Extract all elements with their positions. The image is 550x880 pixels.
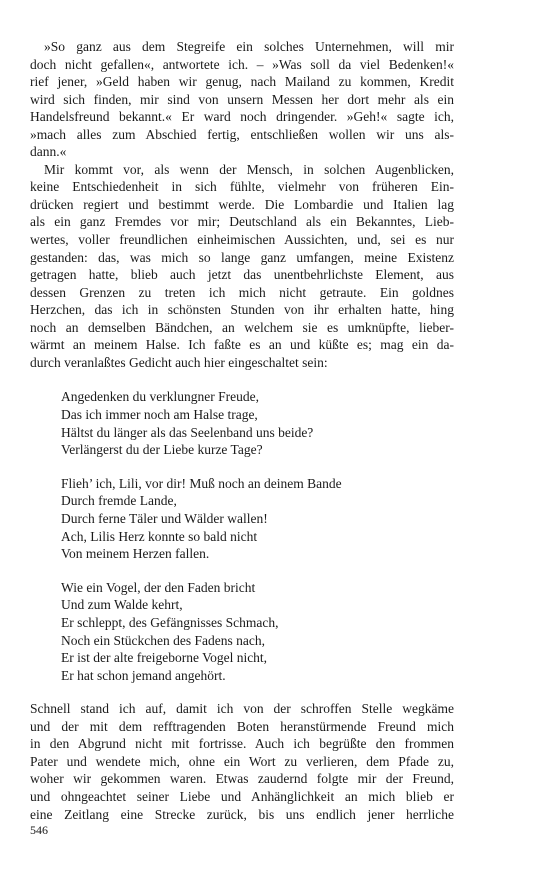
- poem-line: Verlängerst du der Liebe kurze Tage?: [61, 442, 263, 458]
- paragraph-dialogue: [30, 38, 454, 161]
- text-line: gestanden: das, was mich so lange ganz umfangen, meine Existenz: [30, 249, 454, 265]
- text-line: drücken regiert und bestimmt werde. Die Lombardie und Italien lag: [30, 196, 454, 212]
- text-line: wertes, voller freundlichen einheimischen Aussichten, und, sei es nur: [30, 232, 454, 248]
- poem-stanza: [61, 579, 454, 685]
- text-line: in den Abgrund nicht mit fortrisse. Auch ich begrüßte den frommen: [30, 736, 454, 752]
- text-line: Schnell stand ich auf, damit ich von der schroffen Stelle wegkäme: [30, 701, 454, 717]
- text-line: Handelsfreund bekannt.« Er ward noch dringender. »Geh!« sagte ich,: [30, 109, 454, 125]
- text-line: getragen hatte, blieb auch jetzt das unentbehrlichste Element, aus: [30, 267, 454, 283]
- text-line: und ohngeachtet seiner Liebe und Anhänglichkeit an mich blieb er: [30, 789, 454, 805]
- text-line: Pater und wendete mich, ohne ein Wort zu verlieren, dem Pfade zu,: [30, 753, 454, 769]
- text-line: »mach alles zum Abschied fertig, entschließen wollen wir uns als-: [30, 126, 454, 142]
- poem-line: Das ich immer noch am Halse trage,: [61, 406, 258, 422]
- poem-line: Von meinem Herzen fallen.: [61, 546, 210, 562]
- text-line: wird sich finden, mir sind von unsern Messen her dort mehr als ein: [30, 91, 454, 107]
- poem-stanza: [61, 475, 454, 563]
- text-line: wärmt an meinem Halse. Ich faßte es an und küßte es; mag ein da-: [30, 337, 454, 353]
- text-line: eine Zeitlang eine Strecke zurück, bis uns endlich jener herrliche: [30, 806, 454, 822]
- page-number: 546: [30, 823, 48, 837]
- text-line: dann.«: [30, 144, 67, 160]
- poem-line: Noch ein Stückchen des Fadens nach,: [61, 632, 265, 648]
- text-line: und der mit dem refftragenden Boten heranstürmende Freund mich: [30, 718, 454, 734]
- paragraph-departure: [30, 700, 454, 823]
- poem-line: Ach, Lilis Herz konnte so bald nicht: [61, 528, 258, 544]
- text-line: Mir kommt vor, als wenn der Mensch, in solchen Augenblicken,: [44, 161, 454, 177]
- text-line: als ein ganz Fremdes vor mir; Deutschland als ein Bekanntes, Lieb-: [30, 214, 454, 230]
- poem-line: Und zum Walde kehrt,: [61, 597, 183, 613]
- poem-line: Angedenken du verklungner Freude,: [61, 389, 259, 405]
- poem-stanza: [61, 388, 454, 458]
- paragraph-reflection: [30, 161, 454, 372]
- text-line: Herzchen, das ich in schönsten Stunden von ihr erhalten hatte, hing: [30, 302, 454, 318]
- page-body: [30, 38, 454, 823]
- text-line: dessen Grenzen zu treten ich mich nicht getraute. Ein goldnes: [30, 284, 454, 300]
- poem: [61, 388, 454, 684]
- text-line: woher wir gekommen waren. Etwas zaudernd folgte mir der Freund,: [30, 771, 454, 787]
- text-line: rief jener, »Geld haben wir genug, nach Mailand zu kommen, Kredit: [30, 74, 454, 90]
- text-line: »So ganz aus dem Stegreife ein solches Unternehmen, will mir: [44, 39, 454, 54]
- poem-line: Flieh’ ich, Lili, vor dir! Muß noch an deinem Bande: [61, 475, 342, 491]
- poem-line: Hältst du länger als das Seelenband uns beide?: [61, 424, 314, 440]
- poem-line: Durch fremde Lande,: [61, 493, 177, 509]
- poem-line: Er ist der alte freigeborne Vogel nicht,: [61, 650, 268, 666]
- text-line: doch nicht gefallen«, antwortete ich. – »Was soll da viel Bedenken!«: [30, 56, 454, 72]
- text-line: durch veranlaßtes Gedicht auch hier eingeschaltet sein:: [30, 354, 328, 370]
- poem-line: Er hat schon jemand angehört.: [61, 667, 226, 683]
- poem-line: Wie ein Vogel, der den Faden bricht: [61, 579, 256, 595]
- poem-line: Er schleppt, des Gefängnisses Schmach,: [61, 614, 279, 630]
- text-line: noch an demselben Bändchen, an welchem sie es umknüpfte, lieber-: [30, 319, 454, 335]
- poem-line: Durch ferne Täler und Wälder wallen!: [61, 510, 268, 526]
- text-line: keine Entschiedenheit in sich fühlte, vielmehr von früheren Ein-: [30, 179, 454, 195]
